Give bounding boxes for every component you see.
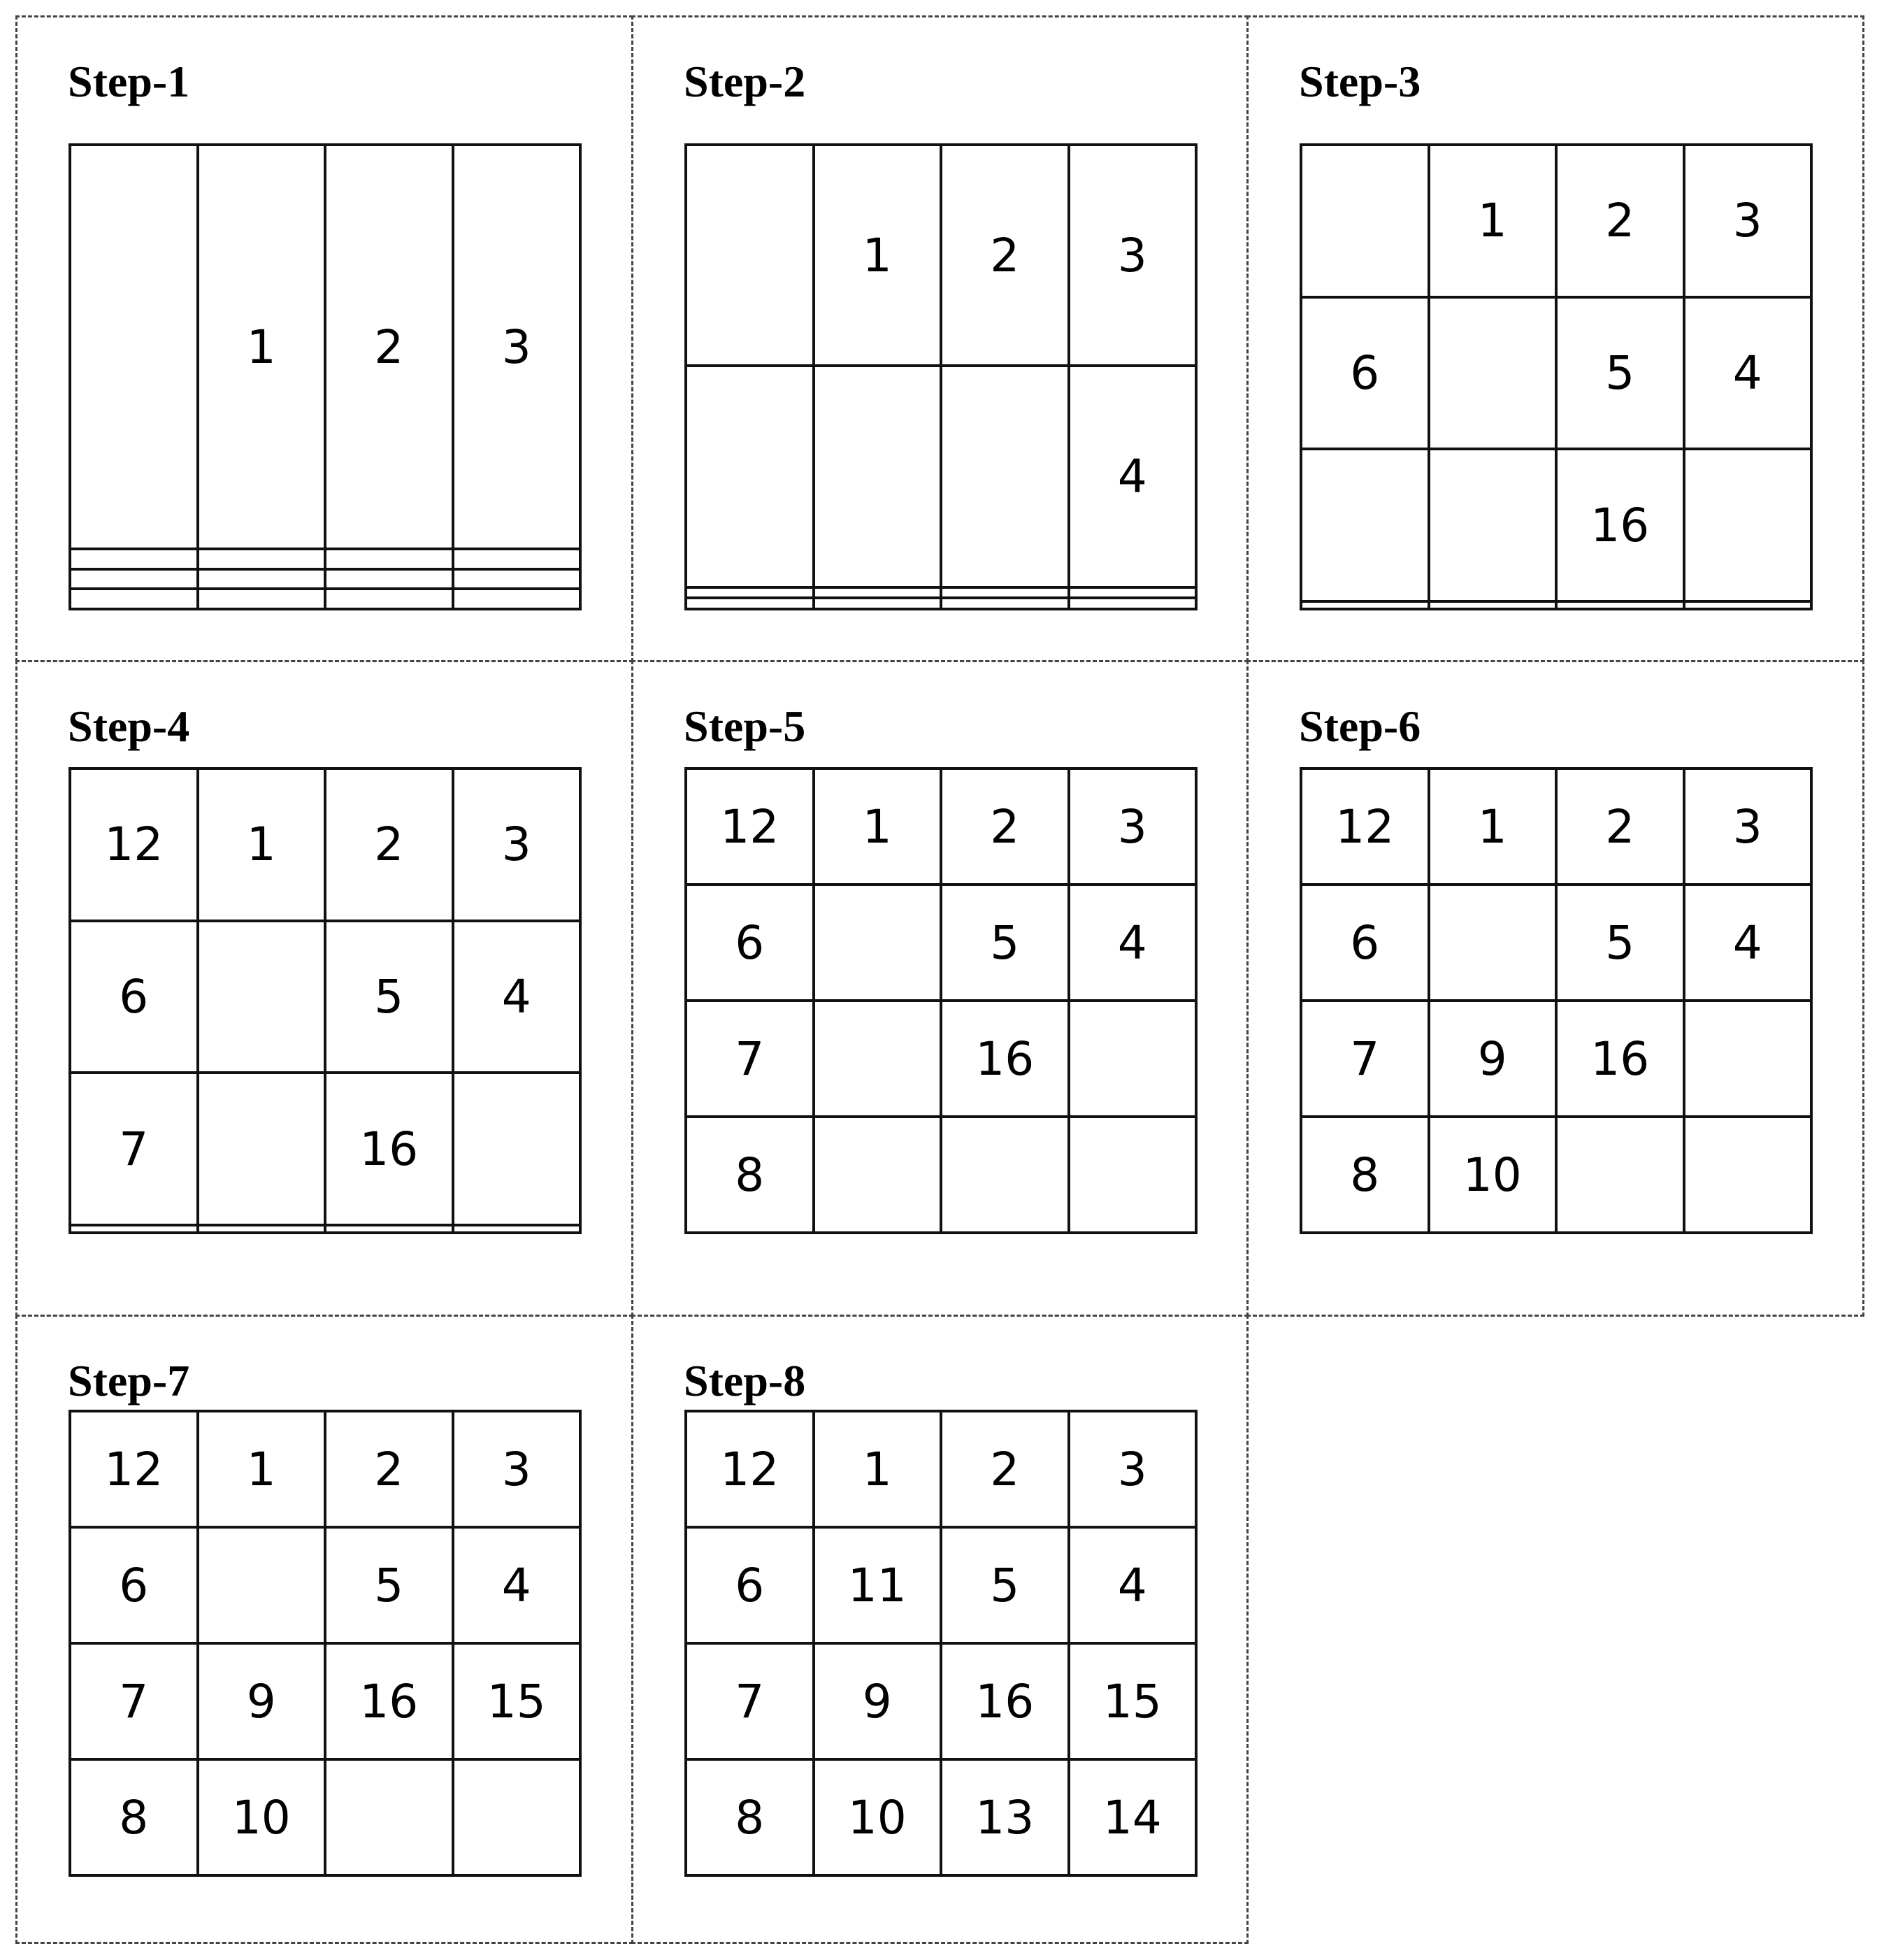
grid-cell: 2 xyxy=(941,768,1069,885)
grid-cell: 4 xyxy=(1684,885,1812,1001)
grid-cell xyxy=(453,549,581,569)
grid-cell: 1 xyxy=(198,1411,326,1527)
grid-row xyxy=(686,1527,1196,1643)
grid-cell: 15 xyxy=(453,1643,581,1759)
grid-cell xyxy=(1429,885,1557,1001)
grid-cell xyxy=(453,589,581,609)
grid-cell: 9 xyxy=(1429,1001,1557,1117)
grid-row xyxy=(70,1527,580,1643)
step-title: Step-3 xyxy=(1299,57,1421,106)
grid-cell xyxy=(686,587,814,599)
grid-cell: 3 xyxy=(1069,1411,1197,1527)
grid-cell xyxy=(1069,1117,1197,1233)
grid-cell: 16 xyxy=(1556,1001,1684,1117)
grid-cell xyxy=(198,1527,326,1643)
grid-cell: 3 xyxy=(1684,768,1812,885)
grid-cell: 4 xyxy=(1684,297,1812,450)
step-title: Step-5 xyxy=(684,701,806,751)
step-grid xyxy=(69,1410,582,1877)
grid-cell xyxy=(1684,1001,1812,1117)
grid-cell: 2 xyxy=(941,145,1069,366)
step-title: Step-6 xyxy=(1299,701,1421,751)
grid-cell xyxy=(1069,587,1197,599)
grid-cell: 3 xyxy=(453,145,581,549)
grid-cell: 15 xyxy=(1069,1643,1197,1759)
grid-cell xyxy=(325,589,453,609)
grid-cell xyxy=(814,598,942,609)
grid-cell xyxy=(686,145,814,366)
grid-cell xyxy=(1556,1117,1684,1233)
grid-cell: 3 xyxy=(1069,145,1197,366)
grid-cell: 5 xyxy=(941,885,1069,1001)
grid-cell xyxy=(453,1073,581,1225)
grid-row xyxy=(686,1117,1196,1233)
grid-row xyxy=(70,1643,580,1759)
grid-cell: 4 xyxy=(453,921,581,1073)
grid-cell xyxy=(1301,601,1429,609)
grid-cell: 3 xyxy=(1069,768,1197,885)
grid-cell xyxy=(453,1225,581,1233)
grid-cell: 10 xyxy=(814,1759,942,1875)
grid-cell: 8 xyxy=(1301,1117,1429,1233)
grid-cell: 16 xyxy=(325,1643,453,1759)
grid-cell xyxy=(941,1117,1069,1233)
grid-cell: 7 xyxy=(686,1001,814,1117)
grid-cell: 12 xyxy=(70,768,198,921)
grid-cell: 1 xyxy=(1429,768,1557,885)
grid-cell xyxy=(814,587,942,599)
grid-row xyxy=(70,921,580,1073)
grid-cell: 2 xyxy=(1556,145,1684,297)
grid-cell: 5 xyxy=(941,1527,1069,1643)
grid-cell: 2 xyxy=(1556,768,1684,885)
grid-cell xyxy=(70,549,198,569)
grid-row xyxy=(1301,885,1811,1001)
grid-cell xyxy=(814,1117,942,1233)
grid-row xyxy=(70,1411,580,1527)
grid-cell xyxy=(325,549,453,569)
step-grid xyxy=(684,143,1198,610)
grid-cell: 6 xyxy=(686,885,814,1001)
grid-cell xyxy=(814,366,942,587)
grid-row xyxy=(686,1001,1196,1117)
grid-cell xyxy=(70,145,198,549)
grid-cell: 16 xyxy=(1556,449,1684,601)
grid-cell: 10 xyxy=(198,1759,326,1875)
grid-cell: 1 xyxy=(198,768,326,921)
grid-row xyxy=(1301,601,1811,609)
grid-cell xyxy=(198,569,326,589)
grid-row xyxy=(70,1759,580,1875)
grid-cell: 7 xyxy=(1301,1001,1429,1117)
grid-row xyxy=(686,366,1196,587)
grid-cell: 12 xyxy=(70,1411,198,1527)
grid-cell xyxy=(325,1759,453,1875)
grid-cell xyxy=(1069,1001,1197,1117)
grid-cell: 1 xyxy=(814,1411,942,1527)
step-grid xyxy=(684,1410,1198,1877)
grid-cell: 16 xyxy=(325,1073,453,1225)
grid-cell xyxy=(1684,601,1812,609)
grid-cell: 10 xyxy=(1429,1117,1557,1233)
grid-row xyxy=(686,768,1196,885)
grid-cell: 14 xyxy=(1069,1759,1197,1875)
grid-cell xyxy=(325,569,453,589)
grid-cell: 4 xyxy=(1069,885,1197,1001)
grid-cell: 4 xyxy=(1069,366,1197,587)
grid-cell: 4 xyxy=(453,1527,581,1643)
step-panel xyxy=(631,660,1249,1317)
step-panel xyxy=(631,1315,1249,1944)
grid-cell xyxy=(70,569,198,589)
grid-cell xyxy=(198,589,326,609)
grid-cell xyxy=(1301,449,1429,601)
grid-cell xyxy=(70,589,198,609)
grid-cell xyxy=(1429,449,1557,601)
grid-row xyxy=(70,768,580,921)
grid-row xyxy=(70,589,580,609)
grid-cell xyxy=(1301,145,1429,297)
grid-cell: 12 xyxy=(1301,768,1429,885)
grid-cell: 5 xyxy=(1556,297,1684,450)
grid-row xyxy=(70,549,580,569)
grid-cell: 13 xyxy=(941,1759,1069,1875)
grid-cell: 16 xyxy=(941,1643,1069,1759)
grid-cell xyxy=(814,1001,942,1117)
grid-row xyxy=(686,1643,1196,1759)
grid-row xyxy=(70,569,580,589)
step-title: Step-4 xyxy=(68,701,190,751)
grid-cell xyxy=(325,1225,453,1233)
step-panel xyxy=(631,15,1249,662)
grid-row xyxy=(70,1225,580,1233)
grid-cell: 1 xyxy=(198,145,326,549)
grid-cell: 6 xyxy=(70,921,198,1073)
grid-cell: 6 xyxy=(70,1527,198,1643)
grid-cell xyxy=(814,885,942,1001)
grid-cell: 3 xyxy=(453,768,581,921)
step-panel xyxy=(1246,660,1864,1317)
grid-cell: 6 xyxy=(1301,297,1429,450)
grid-cell xyxy=(941,598,1069,609)
grid-cell: 3 xyxy=(1684,145,1812,297)
grid-cell xyxy=(198,549,326,569)
step-grid xyxy=(69,767,582,1234)
grid-cell: 1 xyxy=(814,768,942,885)
grid-cell: 9 xyxy=(814,1643,942,1759)
grid-cell xyxy=(686,598,814,609)
grid-cell xyxy=(686,366,814,587)
step-panel xyxy=(15,660,633,1317)
grid-cell: 12 xyxy=(686,768,814,885)
step-grid xyxy=(1300,767,1813,1234)
grid-cell xyxy=(1684,1117,1812,1233)
grid-row xyxy=(686,1411,1196,1527)
step-title: Step-2 xyxy=(684,57,806,106)
step-panel xyxy=(1246,15,1864,662)
grid-row xyxy=(686,145,1196,366)
grid-cell xyxy=(1429,601,1557,609)
grid-row xyxy=(1301,145,1811,297)
grid-cell xyxy=(198,1225,326,1233)
grid-cell xyxy=(1429,297,1557,450)
grid-row xyxy=(1301,449,1811,601)
grid-row xyxy=(70,145,580,549)
grid-cell: 5 xyxy=(325,921,453,1073)
grid-cell xyxy=(453,569,581,589)
grid-cell: 6 xyxy=(1301,885,1429,1001)
grid-row xyxy=(1301,297,1811,450)
step-panel xyxy=(15,15,633,662)
grid-cell: 2 xyxy=(325,768,453,921)
grid-cell xyxy=(1556,601,1684,609)
grid-cell: 4 xyxy=(1069,1527,1197,1643)
grid-cell xyxy=(453,1759,581,1875)
grid-cell: 2 xyxy=(325,1411,453,1527)
grid-cell: 9 xyxy=(198,1643,326,1759)
grid-cell: 6 xyxy=(686,1527,814,1643)
step-title: Step-1 xyxy=(68,57,190,106)
grid-cell xyxy=(70,1225,198,1233)
grid-row xyxy=(686,587,1196,599)
step-grid xyxy=(1300,143,1813,610)
grid-cell: 12 xyxy=(686,1411,814,1527)
grid-cell xyxy=(1684,449,1812,601)
grid-row xyxy=(686,885,1196,1001)
grid-cell: 1 xyxy=(1429,145,1557,297)
grid-cell xyxy=(941,587,1069,599)
grid-cell: 11 xyxy=(814,1527,942,1643)
grid-cell: 5 xyxy=(325,1527,453,1643)
grid-row xyxy=(1301,1117,1811,1233)
grid-row xyxy=(1301,1001,1811,1117)
step-title: Step-7 xyxy=(68,1356,190,1405)
grid-cell: 7 xyxy=(686,1643,814,1759)
grid-cell: 7 xyxy=(70,1643,198,1759)
grid-cell: 16 xyxy=(941,1001,1069,1117)
grid-row xyxy=(686,1759,1196,1875)
grid-cell: 2 xyxy=(941,1411,1069,1527)
grid-cell: 3 xyxy=(453,1411,581,1527)
grid-cell: 1 xyxy=(814,145,942,366)
grid-cell: 2 xyxy=(325,145,453,549)
step-panel xyxy=(15,1315,633,1944)
grid-cell xyxy=(198,921,326,1073)
grid-row xyxy=(686,598,1196,609)
grid-cell xyxy=(1069,598,1197,609)
grid-row xyxy=(70,1073,580,1225)
grid-cell: 7 xyxy=(70,1073,198,1225)
grid-cell: 8 xyxy=(686,1117,814,1233)
grid-row xyxy=(1301,768,1811,885)
step-grid xyxy=(69,143,582,610)
step-title: Step-8 xyxy=(684,1356,806,1405)
grid-cell xyxy=(941,366,1069,587)
grid-cell: 8 xyxy=(70,1759,198,1875)
grid-cell xyxy=(198,1073,326,1225)
grid-cell: 8 xyxy=(686,1759,814,1875)
step-grid xyxy=(684,767,1198,1234)
grid-cell: 5 xyxy=(1556,885,1684,1001)
